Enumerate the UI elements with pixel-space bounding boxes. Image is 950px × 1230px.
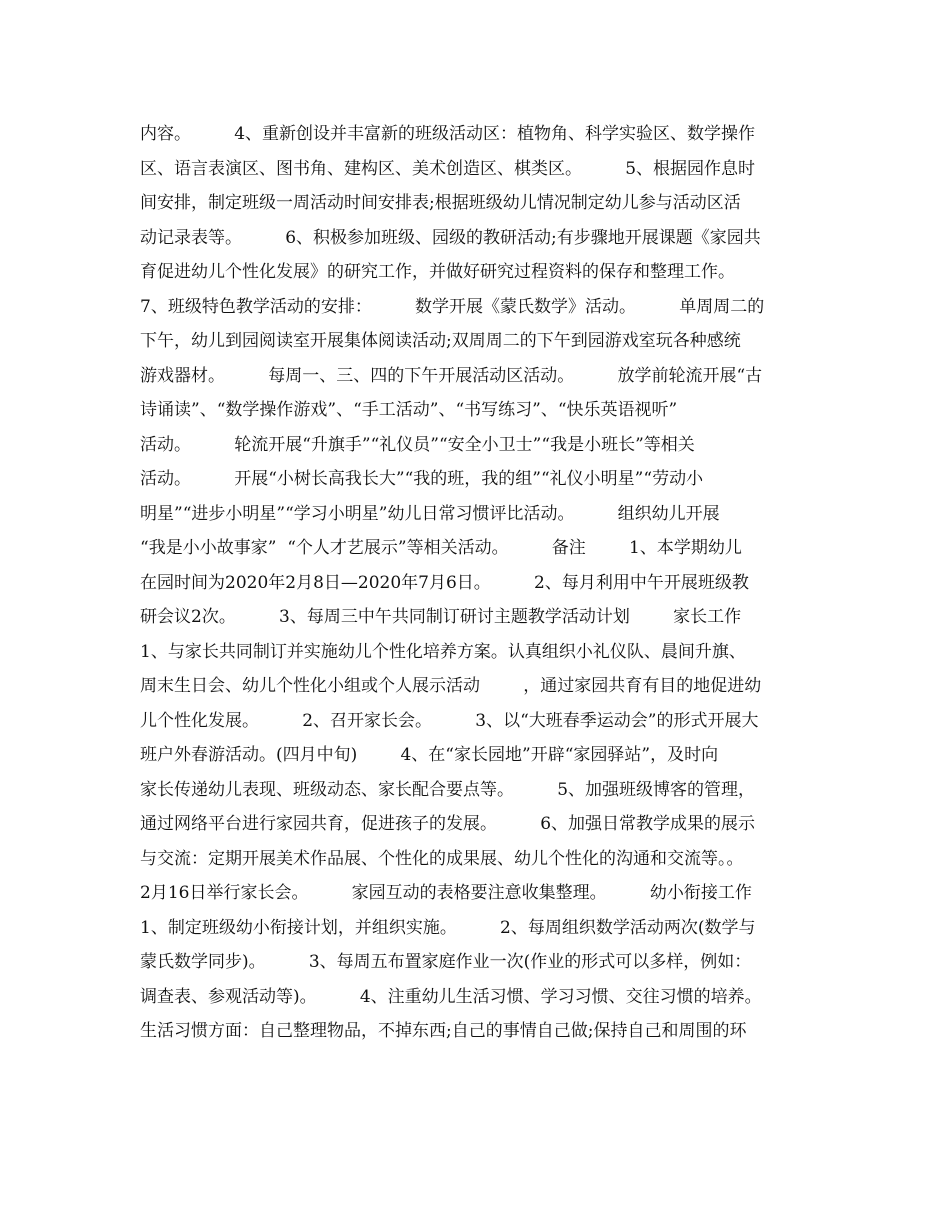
text-line: 活动。 开展“小树长高我长大”“我的班，我的组”“礼仪小明星”“劳动小 <box>140 469 704 489</box>
text-line: 动记录表等。 6、积极参加班级、园级的教研活动;有步骤地开展课题《家园共 <box>140 227 761 248</box>
text-line: 家长传递幼儿表现、班级动态、家长配合要点等。 5、加强班级博客的管理， <box>140 779 756 800</box>
text-line: 育促进幼儿个性化发展》的研究工作，并做好研究过程资料的保存和整理工作。 <box>140 262 735 282</box>
text-line: 通过网络平台进行家园共育，促进孩子的发展。 6、加强日常教学成果的展示 <box>140 814 756 834</box>
text-line: 活动。 轮流开展“升旗手”“礼仪员”“安全小卫士”“我是小班长”等相关 <box>140 434 695 455</box>
text-line: 研会议2次。 3、每周三中午共同制订研讨主题教学活动计划 家长工作 <box>140 607 742 627</box>
text-line: 2月16日举行家长会。 家园互动的表格要注意收集整理。 幼小衔接工作 <box>140 883 752 903</box>
text-line: 区、语言表演区、图书角、建构区、美术创造区、棋类区。 5、根据园作息时 <box>140 158 756 179</box>
text-line: 内容。 4、重新创设并丰富新的班级活动区：植物角、科学实验区、数学操作 <box>140 124 756 144</box>
document-body <box>140 117 840 1049</box>
text-line: 周末生日会、幼儿个性化小组或个人展示活动 ，通过家园共育有目的地促进幼 <box>140 676 762 696</box>
text-line: “我是小小故事家” “个人才艺展示”等相关活动。 备注 1、本学期幼儿 <box>140 538 742 558</box>
text-line: 班户外春游活动。(四月中旬) 4、在“家长园地”开辟“家园驿站”，及时向 <box>140 745 719 765</box>
text-line: 游戏器材。 每周一、三、四的下午开展活动区活动。 放学前轮流开展“古 <box>140 365 763 386</box>
text-line: 蒙氏数学同步)。 3、每周五布置家庭作业一次(作业的形式可以多样，例如： <box>140 952 752 972</box>
text-line: 间安排，制定班级一周活动时间安排表;根据班级幼儿情况制定幼儿参与活动区活 <box>140 193 741 213</box>
text-line: 诗诵读”、“数学操作游戏”、“手工活动”、“书写练习”、“快乐英语视听” <box>140 400 678 420</box>
text-line: 调查表、参观活动等)。 4、注重幼儿生活习惯、学习习惯、交往习惯的培养。 <box>140 986 762 1007</box>
text-line: 7、班级特色教学活动的安排： 数学开展《蒙氏数学》活动。 单周周二的 <box>140 296 765 317</box>
text-line: 生活习惯方面：自己整理物品，不掉东西;自己的事情自己做;保持自己和周围的环 <box>140 1021 747 1041</box>
text-line: 下午，幼儿到园阅读室开展集体阅读活动;双周周二的下午到园游戏室玩各种感统 <box>140 331 741 351</box>
text-line: 儿个性化发展。 2、召开家长会。 3、以“大班春季运动会”的形式开展大 <box>140 710 759 731</box>
text-line: 1、与家长共同制订并实施幼儿个性化培养方案。认真组织小礼仪队、晨间升旗、 <box>140 641 746 662</box>
text-line: 与交流：定期开展美术作品展、个性化的成果展、幼儿个性化的沟通和交流等。。 <box>140 848 744 869</box>
text-line: 明星”“进步小明星”“学习小明星”幼儿日常习惯评比活动。 组织幼儿开展 <box>140 503 720 524</box>
text-line: 在园时间为2020年2月8日—2020年7月6日。 2、每月利用中午开展班级教 <box>140 572 749 593</box>
text-line: 1、制定班级幼小衔接计划，并组织实施。 2、每周组织数学活动两次(数学与 <box>140 917 756 938</box>
